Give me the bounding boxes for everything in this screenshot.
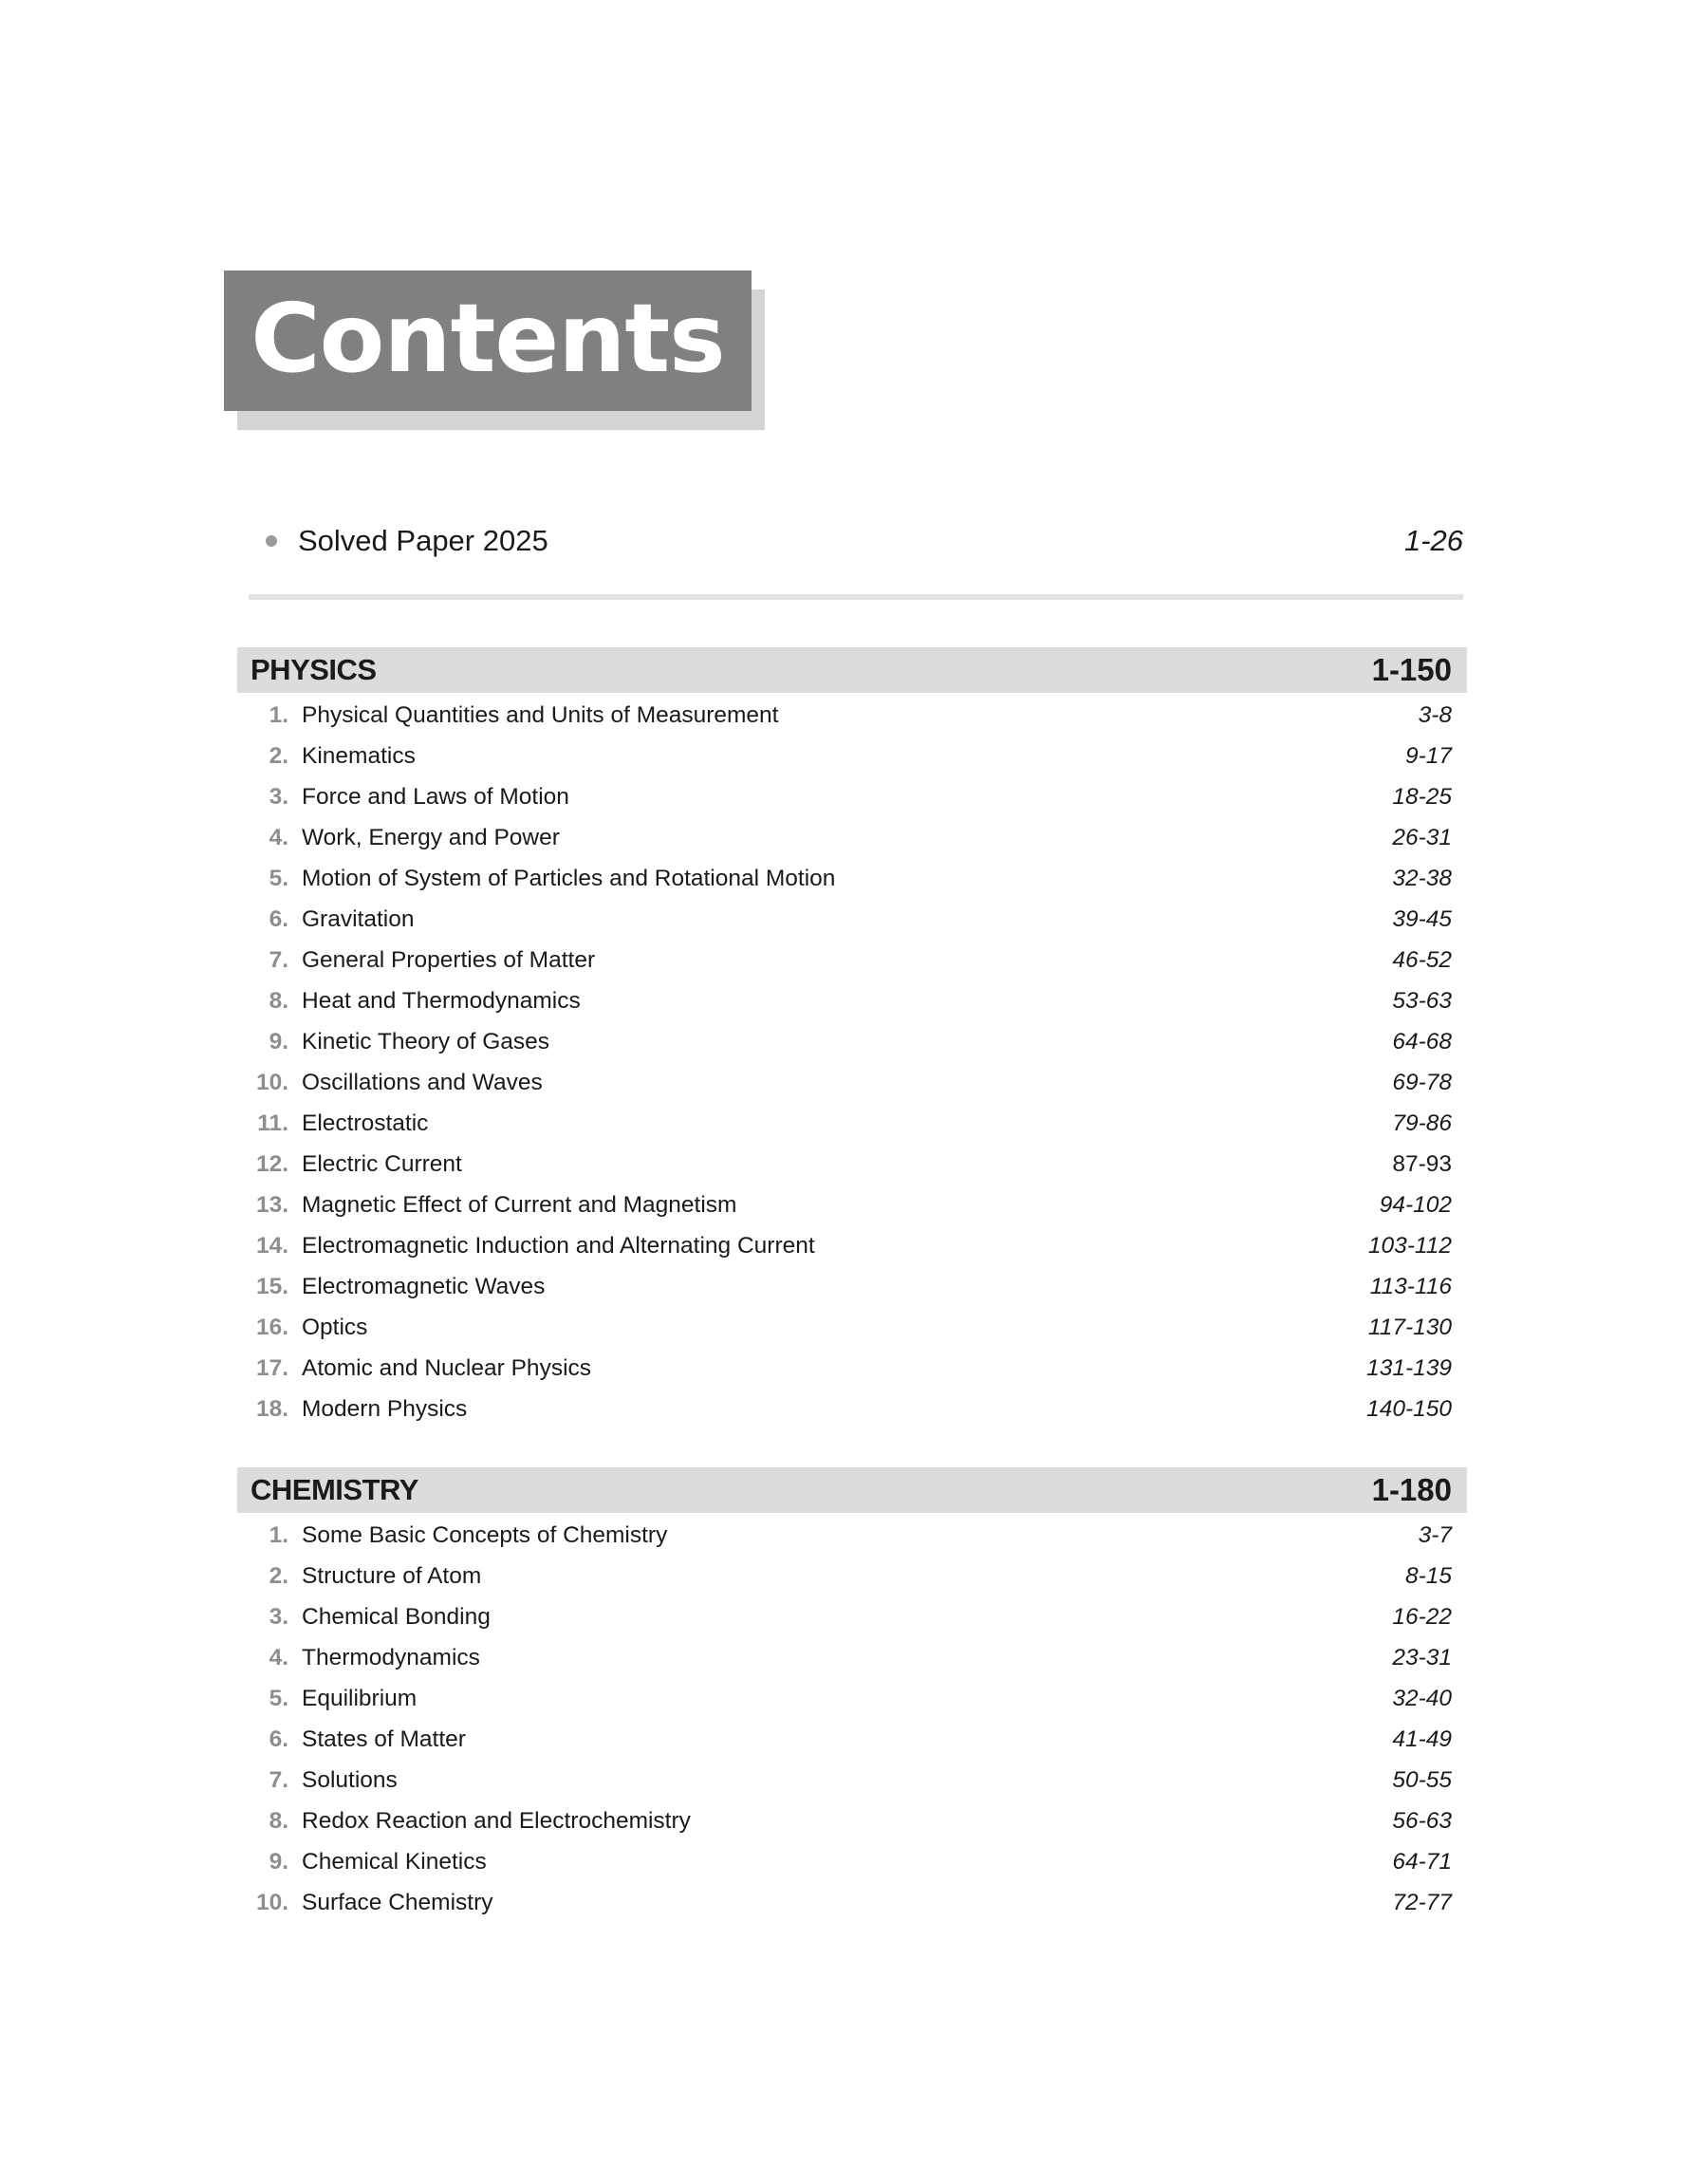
chapter-title: Electromagnetic Induction and Alternating Current xyxy=(302,1232,815,1259)
chapter-row[interactable] xyxy=(237,1882,1467,1923)
chapter-title: Electromagnetic Waves xyxy=(302,1273,546,1299)
chapter-number: 10. xyxy=(255,1069,288,1095)
chapter-pages: 46-52 xyxy=(1392,946,1452,973)
chapter-title: Electric Current xyxy=(302,1150,462,1177)
chapter-number: 8. xyxy=(269,1807,288,1834)
chapter-pages: 56-63 xyxy=(1392,1807,1452,1834)
chapter-pages: 69-78 xyxy=(1392,1069,1452,1095)
section-physics xyxy=(237,647,1467,1429)
chapter-pages: 3-8 xyxy=(1418,701,1452,728)
chapter-pages: 23-31 xyxy=(1392,1644,1452,1670)
chapter-title: Surface Chemistry xyxy=(302,1889,493,1915)
chapter-pages: 9-17 xyxy=(1404,742,1452,769)
chapter-title: Kinematics xyxy=(302,742,416,769)
chapter-title: Some Basic Concepts of Chemistry xyxy=(302,1521,668,1548)
chapter-row[interactable] xyxy=(237,695,1467,736)
chapter-pages: 26-31 xyxy=(1392,824,1452,850)
chapter-pages: 87-93 xyxy=(1392,1150,1452,1177)
chapter-pages: 18-25 xyxy=(1392,783,1452,810)
chapter-number: 1. xyxy=(269,701,288,728)
chapter-pages: 72-77 xyxy=(1392,1889,1452,1915)
chapter-row[interactable] xyxy=(237,1103,1467,1144)
chapter-row[interactable] xyxy=(237,776,1467,817)
chapter-title: Atomic and Nuclear Physics xyxy=(302,1354,592,1381)
chapter-number: 6. xyxy=(269,905,288,932)
chapter-number: 4. xyxy=(269,824,288,850)
chapter-number: 18. xyxy=(255,1395,288,1422)
section-title: CHEMISTRY xyxy=(251,1473,418,1506)
chapter-pages: 8-15 xyxy=(1404,1562,1452,1589)
chapter-pages: 3-7 xyxy=(1418,1521,1452,1548)
chapter-pages: 117-130 xyxy=(1367,1314,1452,1340)
chapter-pages: 32-38 xyxy=(1392,865,1452,891)
chapter-title: Modern Physics xyxy=(302,1395,468,1422)
chapter-number: 2. xyxy=(269,1562,288,1589)
chapter-row[interactable] xyxy=(237,1307,1467,1348)
section-pages: 1-150 xyxy=(1371,652,1452,687)
chapter-number: 9. xyxy=(269,1028,288,1054)
chapter-row[interactable] xyxy=(237,1185,1467,1225)
chapter-number: 5. xyxy=(269,1685,288,1711)
chapter-row[interactable] xyxy=(237,1596,1467,1637)
chapter-row[interactable] xyxy=(237,1348,1467,1389)
chapter-number: 11. xyxy=(257,1110,288,1136)
page-title: Contents xyxy=(251,283,725,394)
chapter-number: 14. xyxy=(255,1232,288,1259)
chapter-title: Heat and Thermodynamics xyxy=(302,987,581,1014)
chapter-title: Physical Quantities and Units of Measurement xyxy=(302,701,779,728)
chapter-number: 15. xyxy=(255,1273,288,1299)
chapter-pages: 64-68 xyxy=(1392,1028,1452,1054)
chapter-title: Structure of Atom xyxy=(302,1562,482,1589)
chapter-pages: 113-116 xyxy=(1369,1273,1452,1299)
chapter-title: Gravitation xyxy=(302,905,415,932)
chapter-pages: 79-86 xyxy=(1392,1110,1452,1136)
chapter-number: 4. xyxy=(269,1644,288,1670)
section-header-physics[interactable] xyxy=(237,647,1467,693)
chapter-title: Optics xyxy=(302,1314,368,1340)
chapter-title: General Properties of Matter xyxy=(302,946,596,973)
chapter-row[interactable] xyxy=(237,1225,1467,1266)
chapter-title: States of Matter xyxy=(302,1726,466,1752)
section-header-chemistry[interactable] xyxy=(237,1467,1467,1513)
chapter-number: 8. xyxy=(269,987,288,1014)
chapter-row[interactable] xyxy=(237,980,1467,1021)
solved-paper-pages: 1-26 xyxy=(1403,524,1463,557)
chapter-row[interactable] xyxy=(237,1144,1467,1185)
chapter-number: 10. xyxy=(255,1889,288,1915)
chapter-number: 7. xyxy=(269,1766,288,1793)
chapter-row[interactable] xyxy=(237,858,1467,899)
section-chemistry xyxy=(237,1467,1467,1923)
chapter-title: Chemical Bonding xyxy=(302,1603,491,1630)
bullet-icon xyxy=(266,535,277,547)
chapter-pages: 16-22 xyxy=(1392,1603,1452,1630)
title-box xyxy=(224,271,752,411)
chapter-title: Chemical Kinetics xyxy=(302,1848,487,1875)
chapter-pages: 131-139 xyxy=(1366,1354,1452,1381)
chapter-number: 9. xyxy=(269,1848,288,1875)
chapter-pages: 32-40 xyxy=(1392,1685,1452,1711)
chapter-pages: 140-150 xyxy=(1366,1395,1452,1422)
chapter-title: Redox Reaction and Electrochemistry xyxy=(302,1807,691,1834)
chapter-row[interactable] xyxy=(237,736,1467,776)
chapter-list-physics xyxy=(237,695,1467,1429)
chapter-number: 12. xyxy=(255,1150,288,1177)
chapter-title: Thermodynamics xyxy=(302,1644,480,1670)
chapter-title: Magnetic Effect of Current and Magnetism xyxy=(302,1191,737,1218)
chapter-number: 1. xyxy=(269,1521,288,1548)
section-title: PHYSICS xyxy=(251,653,377,686)
contents-title-block xyxy=(224,271,767,430)
chapter-number: 17. xyxy=(255,1354,288,1381)
chapter-number: 5. xyxy=(269,865,288,891)
section-pages: 1-180 xyxy=(1371,1472,1452,1507)
chapter-row[interactable] xyxy=(237,1389,1467,1429)
chapter-title: Oscillations and Waves xyxy=(302,1069,543,1095)
chapter-pages: 50-55 xyxy=(1392,1766,1452,1793)
chapter-pages: 53-63 xyxy=(1392,987,1452,1014)
chapter-title: Force and Laws of Motion xyxy=(302,783,569,810)
solved-paper-entry[interactable] xyxy=(266,517,1463,565)
chapter-row[interactable] xyxy=(237,1637,1467,1678)
chapter-pages: 64-71 xyxy=(1392,1848,1452,1875)
chapter-title: Kinetic Theory of Gases xyxy=(302,1028,550,1054)
chapter-row[interactable] xyxy=(237,1801,1467,1841)
chapter-row[interactable] xyxy=(237,1062,1467,1103)
chapter-pages: 103-112 xyxy=(1367,1232,1452,1259)
chapter-title: Solutions xyxy=(302,1766,398,1793)
divider xyxy=(249,594,1463,600)
chapter-row[interactable] xyxy=(237,1841,1467,1882)
chapter-number: 13. xyxy=(255,1191,288,1218)
chapter-number: 3. xyxy=(269,1603,288,1630)
chapter-row[interactable] xyxy=(237,1760,1467,1801)
solved-paper-label: Solved Paper 2025 xyxy=(298,524,548,557)
chapter-row[interactable] xyxy=(237,1515,1467,1556)
chapter-row[interactable] xyxy=(237,1266,1467,1307)
chapter-pages: 94-102 xyxy=(1379,1191,1452,1218)
chapter-number: 16. xyxy=(255,1314,288,1340)
chapter-row[interactable] xyxy=(237,899,1467,940)
chapter-title: Motion of System of Particles and Rotational Motion xyxy=(302,865,836,891)
chapter-row[interactable] xyxy=(237,1719,1467,1760)
chapter-row[interactable] xyxy=(237,817,1467,858)
chapter-row[interactable] xyxy=(237,940,1467,980)
chapter-pages: 41-49 xyxy=(1392,1726,1452,1752)
chapter-number: 7. xyxy=(269,946,288,973)
chapter-number: 6. xyxy=(269,1726,288,1752)
chapter-row[interactable] xyxy=(237,1678,1467,1719)
chapter-row[interactable] xyxy=(237,1021,1467,1062)
chapter-list-chemistry xyxy=(237,1515,1467,1923)
chapter-title: Equilibrium xyxy=(302,1685,418,1711)
chapter-title: Work, Energy and Power xyxy=(302,824,560,850)
chapter-row[interactable] xyxy=(237,1556,1467,1596)
chapter-number: 3. xyxy=(269,783,288,810)
chapter-number: 2. xyxy=(269,742,288,769)
chapter-pages: 39-45 xyxy=(1392,905,1452,932)
chapter-title: Electrostatic xyxy=(302,1110,429,1136)
